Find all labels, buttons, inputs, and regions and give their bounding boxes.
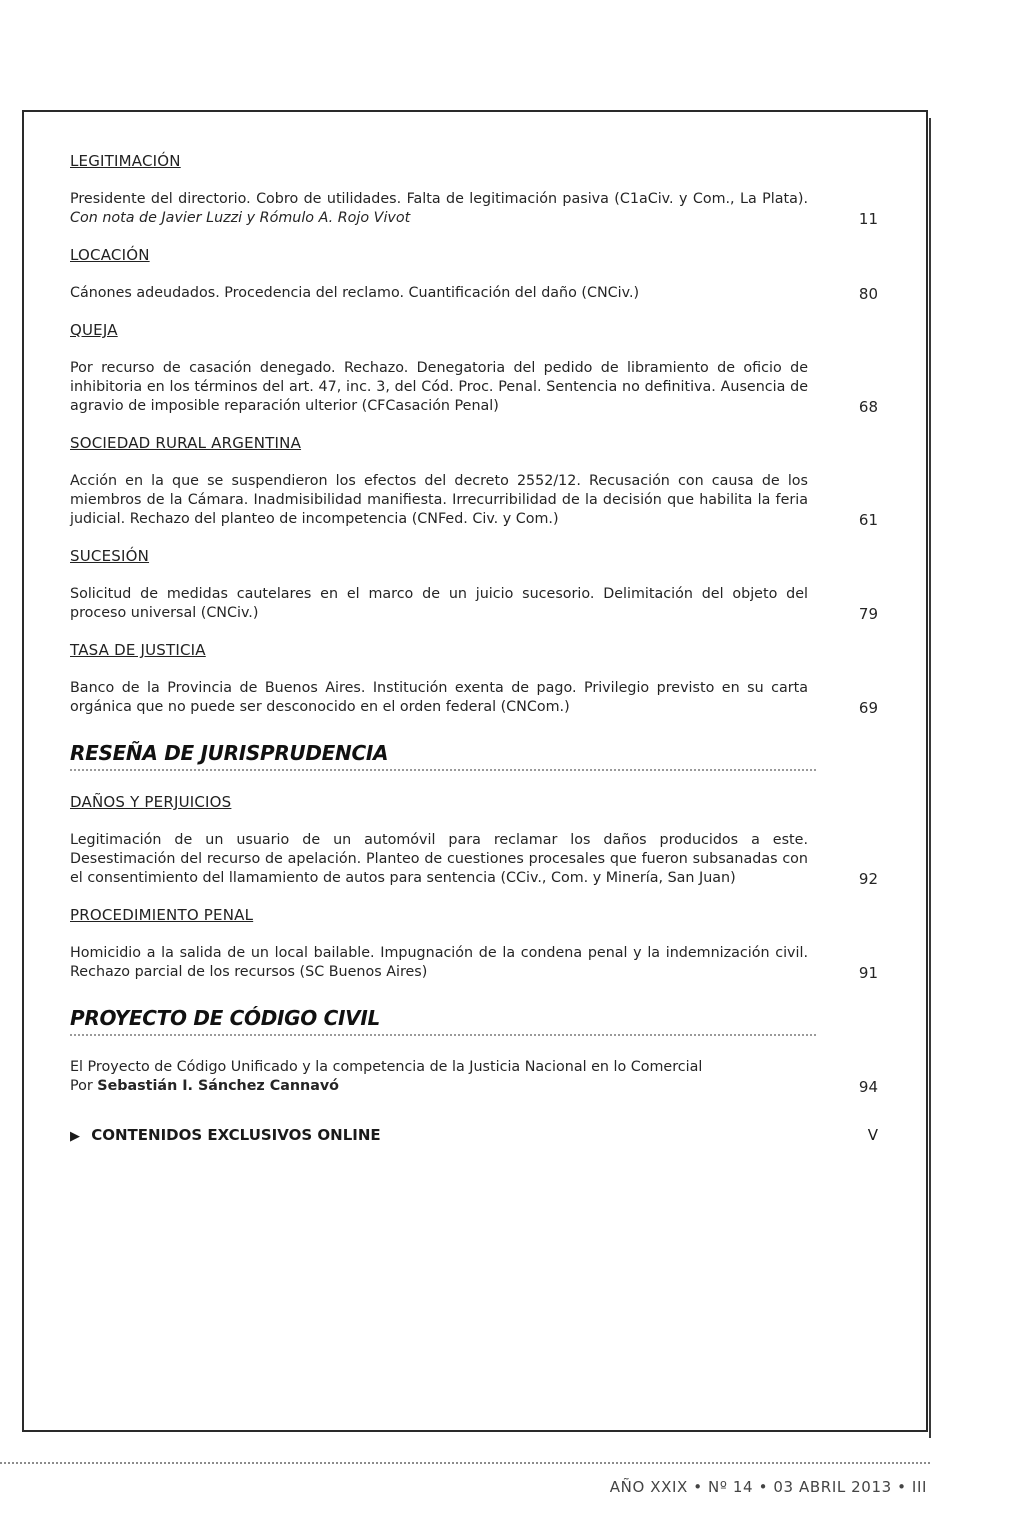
entry-text: Homicidio a la salida de un local bailable. Impugnación de la condena penal y la indemnización civil. Rechazo parcial de los recursos (SC Buenos Aires) xyxy=(70,945,808,980)
index-entry[interactable] xyxy=(70,284,878,303)
section-procedimiento-penal xyxy=(70,906,878,982)
entry-description: Presidente del directorio. Cobro de utilidades. Falta de legitimación pasiva (C1aCiv. y Com., La Plata). xyxy=(70,191,808,207)
index-entry[interactable] xyxy=(70,359,878,416)
section-heading: PROCEDIMIENTO PENAL xyxy=(70,906,254,924)
section-heading: QUEJA xyxy=(70,321,118,339)
page-number: V xyxy=(867,1126,878,1144)
index-entry[interactable] xyxy=(70,472,878,529)
page-number: 92 xyxy=(858,870,878,888)
author-name: Sebastián I. Sánchez Cannavó xyxy=(97,1078,340,1094)
page-number: 91 xyxy=(858,964,878,982)
index-entry[interactable] xyxy=(70,190,878,228)
section-heading: LOCACIÓN xyxy=(70,246,150,264)
entry-note: Con nota de Javier Luzzi y Rómulo A. Rojo Vivot xyxy=(70,210,411,226)
online-link[interactable] xyxy=(70,1126,878,1144)
section-sociedad-rural xyxy=(70,434,878,529)
page-number: 68 xyxy=(858,398,878,416)
dotted-divider xyxy=(70,769,816,771)
entry-text xyxy=(70,190,808,228)
index-content xyxy=(70,152,878,1144)
page-number: 80 xyxy=(858,285,878,303)
entry-text: Por recurso de casación denegado. Rechazo. Denegatoria del pedido de libramiento de oficio de inhibitoria en los términos del art. 47, inc. 3, del Cód. Proc. Penal. Sentencia no definitiva. Ausencia de agravio de imposible reparación ulterior (CFCasación Penal) xyxy=(70,360,808,414)
online-label-wrap xyxy=(70,1126,381,1144)
index-entry[interactable] xyxy=(70,1058,878,1096)
entry-text: Acción en la que se suspendieron los efectos del decreto 2552/12. Recusación con causa de los miembros de la Cámara. Inadmisibilidad manifiesta. Irrecurribilidad de la decisión que habilita la feria judicial. Rechazo del planteo de incompetencia (CNFed. Civ. y Com.) xyxy=(70,473,808,527)
proyecto-title: PROYECTO DE CÓDIGO CIVIL xyxy=(70,1006,380,1030)
online-label: CONTENIDOS EXCLUSIVOS ONLINE xyxy=(91,1126,381,1144)
section-sucesion xyxy=(70,547,878,623)
section-heading: DAÑOS Y PERJUICIOS xyxy=(70,793,232,811)
entry-text: Banco de la Provincia de Buenos Aires. Institución exenta de pago. Privilegio previsto en su carta orgánica que no puede ser desconocido en el orden federal (CNCom.) xyxy=(70,680,808,715)
section-tasa-de-justicia xyxy=(70,641,878,717)
page-number: 61 xyxy=(858,511,878,529)
index-entry[interactable] xyxy=(70,831,878,888)
entry-text xyxy=(70,1058,808,1096)
index-entry[interactable] xyxy=(70,944,878,982)
section-heading: TASA DE JUSTICIA xyxy=(70,641,206,659)
entry-text: Cánones adeudados. Procedencia del reclamo. Cuantificación del daño (CNCiv.) xyxy=(70,285,640,301)
page-number: 79 xyxy=(858,605,878,623)
section-locacion xyxy=(70,246,878,303)
index-entry[interactable] xyxy=(70,585,878,623)
entry-text: Legitimación de un usuario de un automóvil para reclamar los daños producidos a este. Desestimación del recurso de apelación. Planteo de cuestiones procesales que fueron subsanadas con el consentimiento del llamamiento de autos para sentencia (CCiv., Com. y Minería, San Juan) xyxy=(70,832,808,886)
page-number: 11 xyxy=(858,210,878,228)
resena-title: RESEÑA DE JURISPRUDENCIA xyxy=(70,741,389,765)
dotted-divider xyxy=(70,1034,816,1036)
entry-text: Solicitud de medidas cautelares en el marco de un juicio sucesorio. Delimitación del objeto del proceso universal (CNCiv.) xyxy=(70,586,808,621)
section-legitimacion xyxy=(70,152,878,228)
page-number: 94 xyxy=(858,1078,878,1096)
section-heading: SOCIEDAD RURAL ARGENTINA xyxy=(70,434,302,452)
author-prefix: Por xyxy=(70,1078,93,1094)
index-entry[interactable] xyxy=(70,679,878,717)
footer-dotted-rule xyxy=(0,1462,930,1464)
play-arrow-icon: ▶ xyxy=(70,1129,80,1144)
section-danos-y-perjuicios xyxy=(70,793,878,888)
section-heading: LEGITIMACIÓN xyxy=(70,152,181,170)
page-number: 69 xyxy=(858,699,878,717)
section-heading: SUCESIÓN xyxy=(70,547,150,565)
section-queja xyxy=(70,321,878,416)
entry-description: El Proyecto de Código Unificado y la competencia de la Justicia Nacional en lo Comercial xyxy=(70,1059,703,1075)
index-frame xyxy=(22,110,928,1432)
footer-issue-info: AÑO XXIX • Nº 14 • 03 ABRIL 2013 • III xyxy=(609,1478,927,1496)
